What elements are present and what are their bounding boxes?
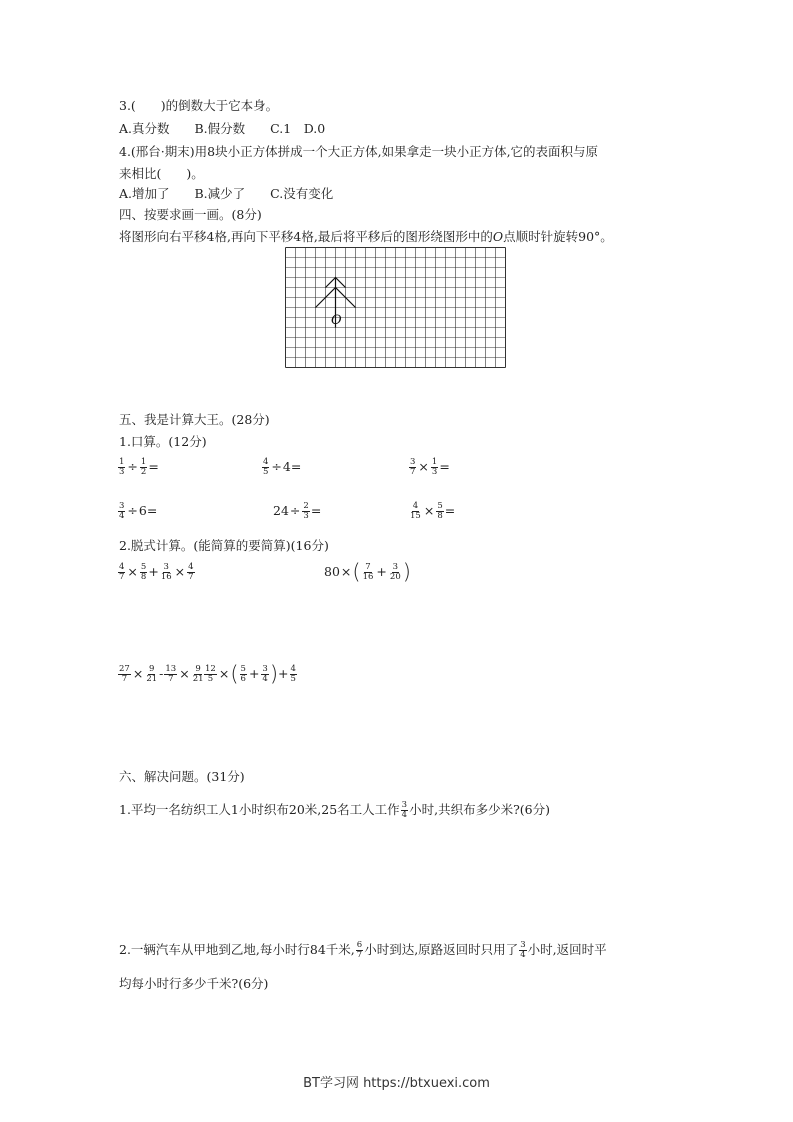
step-expr-2: 80×( $\frac{7}{16}$ + $\frac{3}{20}$ ) [324,560,411,584]
step-calc-title: 2.脱式计算。(能简算的要简算)(16分) [119,538,329,553]
step-expr-3: $\frac{27}{7}$ × $\frac{9}{21}$ - $\frac{13}{7}$ × $\frac{9}{21}$ [119,664,204,684]
section4-title: 四、按要求画一画。(8分) [119,207,262,222]
problem-2-line1: 2.一辆汽车从甲地到乙地,每小时行84千米, $\frac{6}{7}$ 小时到达,原路返回时只用了 $\frac{3}{4}$ 小时,返回时平 [119,940,607,960]
oral-expr-6: $\frac{4}{15}$ × $\frac{5}{8}$ = [410,501,456,521]
section5-title: 五、我是计算大王。(28分) [119,412,270,427]
oral-expr-2: $\frac{4}{5}$ ÷4= [263,457,302,477]
point-o-label: O [331,313,342,328]
q3-text: 3.( )的倒数大于它本身。 [119,98,279,113]
drawing-grid [283,247,511,400]
problem-1: 1.平均一名纺织工人1小时织布20米,25名工人工作 $\frac{3}{4}$ 小时,共织布多少米?(6分) [119,800,550,820]
oral-expr-5: 24÷ $\frac{2}{3}$ = [273,501,322,521]
oral-calc-title: 1.口算。(12分) [119,434,207,449]
q4-options: A.增加了 B.减少了 C.没有变化 [119,186,334,201]
step-expr-4: $\frac{12}{5}$ ×( $\frac{5}{6}$ + $\frac{3}{4}$ )+ $\frac{4}{5}$ [205,662,296,686]
footer-watermark: BT学习网 https://btxuexi.com [303,1076,490,1091]
section6-title: 六、解决问题。(31分) [119,769,245,784]
oral-expr-4: $\frac{3}{4}$ ÷6= [119,501,158,521]
q3-options: A.真分数 B.假分数 C.1 D.0 [119,121,326,136]
oral-expr-3: $\frac{3}{7}$ × $\frac{1}{3}$ = [410,457,450,477]
q4-line2: 来相比( )。 [119,166,204,181]
step-expr-1: $\frac{4}{7}$ × $\frac{5}{8}$ + $\frac{3}{16}$ × $\frac{4}{7}$ [119,562,194,582]
q4-line1: 4.(邢台·期末)用8块小正方体拼成一个大正方体,如果拿走一块小正方体,它的表面积与原 [119,144,599,159]
grid-lines [286,248,506,368]
problem-2-line2: 均每小时行多少千米?(6分) [119,976,269,991]
oral-expr-1: $\frac{1}{3}$ ÷ $\frac{1}{2}$ = [119,457,159,477]
section4-instruction: 将图形向右平移4格,再向下平移4格,最后将平移后的图形绕图形中的O点顺时针旋转90°。 [119,229,613,244]
